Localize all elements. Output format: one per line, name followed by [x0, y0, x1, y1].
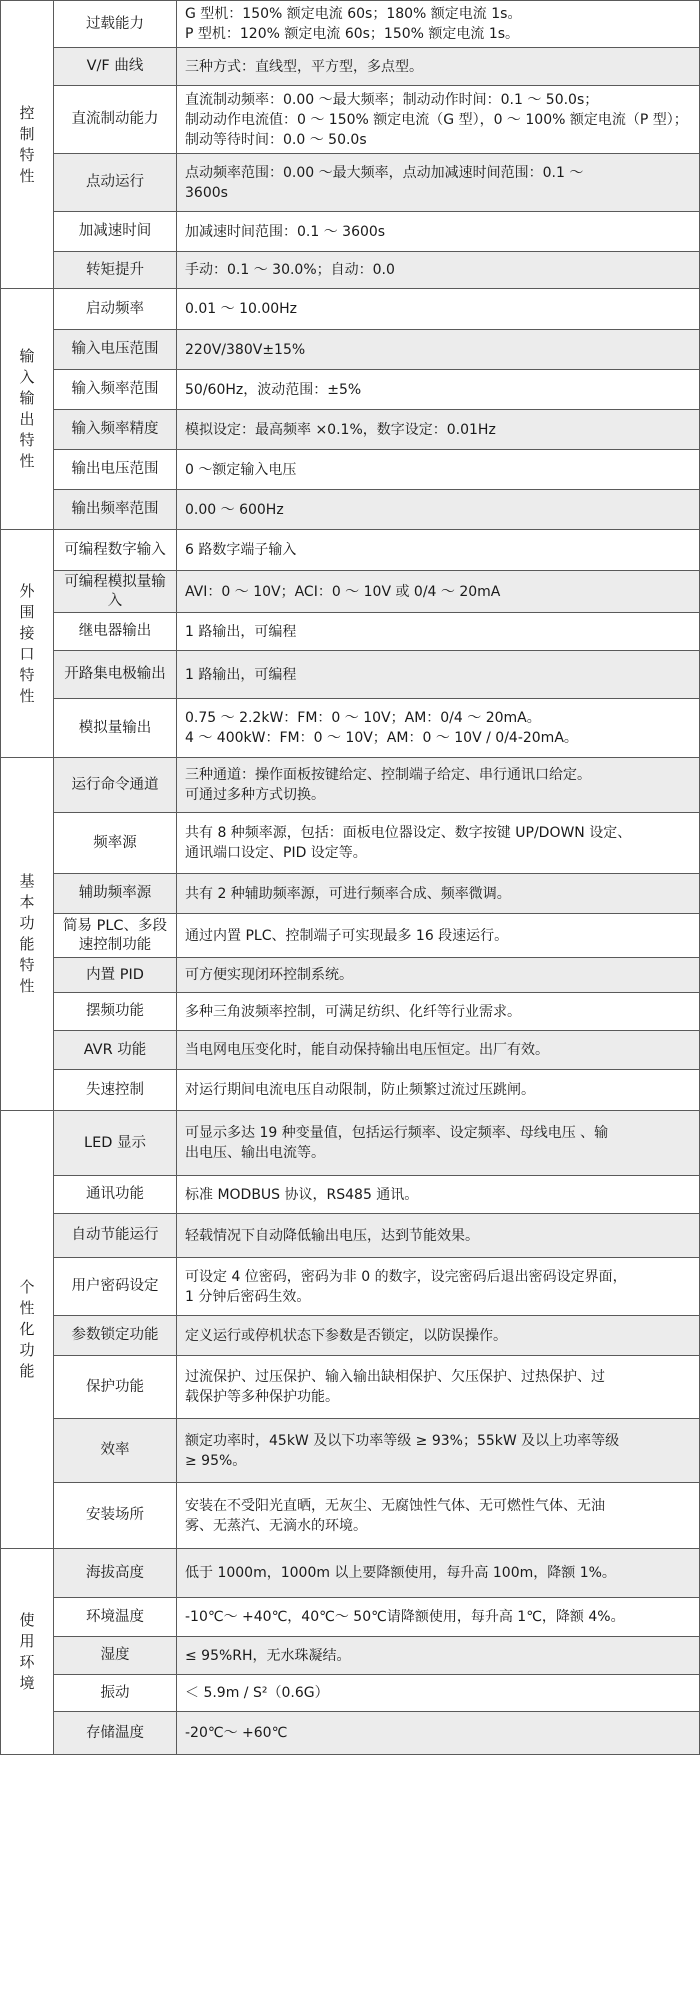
spec-row — [1, 813, 700, 874]
spec-row — [1, 914, 700, 958]
spec-item-name: LED 显示 — [54, 1111, 177, 1176]
spec-row — [1, 651, 700, 699]
spec-row — [1, 330, 700, 370]
spec-row — [1, 1070, 700, 1111]
spec-row — [1, 1258, 700, 1316]
spec-item-name: AVR 功能 — [54, 1031, 177, 1070]
spec-row — [1, 530, 700, 571]
spec-item-description: 三种通道：操作面板按键给定、控制端子给定、串行通讯口给定。 可通过多种方式切换。 — [177, 758, 700, 813]
spec-row — [1, 993, 700, 1031]
spec-item-description: 0.75 ～ 2.2kW：FM：0 ～ 10V；AM：0/4 ～ 20mA。 4 ～ 400kW：FM：0 ～ 10V；AM：0 ～ 10V / 0/4-20mA。 — [177, 699, 700, 758]
spec-item-name: 点动运行 — [54, 154, 177, 212]
section-category-label: 输入输出特性 — [19, 347, 35, 470]
spec-item-name: 开路集电极输出 — [54, 651, 177, 699]
spec-item-name: 简易 PLC、多段速控制功能 — [54, 914, 177, 958]
section-category — [1, 1, 54, 289]
spec-item-description: 50/60Hz，波动范围：±5% — [177, 370, 700, 410]
spec-item-description: 可方便实现闭环控制系统。 — [177, 958, 700, 993]
spec-item-name: 运行命令通道 — [54, 758, 177, 813]
spec-item-name: 用户密码设定 — [54, 1258, 177, 1316]
section-category — [1, 758, 54, 1111]
spec-item-description: 当电网电压变化时，能自动保持输出电压恒定。出厂有效。 — [177, 1031, 700, 1070]
spec-item-description: AVI：0 ～ 10V；ACI：0 ～ 10V 或 0/4 ～ 20mA — [177, 571, 700, 613]
spec-item-name: 保护功能 — [54, 1356, 177, 1419]
spec-item-name: 输入电压范围 — [54, 330, 177, 370]
spec-item-name: 自动节能运行 — [54, 1214, 177, 1258]
spec-row — [1, 1316, 700, 1356]
spec-item-name: 转矩提升 — [54, 252, 177, 289]
spec-row — [1, 48, 700, 86]
spec-row — [1, 86, 700, 154]
section-category — [1, 289, 54, 530]
spec-item-description: ≤ 95%RH，无水珠凝结。 — [177, 1637, 700, 1675]
spec-item-description: 直流制动频率：0.00 ～最大频率；制动动作时间：0.1 ～ 50.0s； 制动动作电流值：0 ～ 150% 额定电流（G 型），0 ～ 100% 额定电流（P 型）； 制动等待时间：0.0 ～ 50.0s — [177, 86, 700, 154]
spec-row — [1, 1598, 700, 1637]
spec-item-name: 加减速时间 — [54, 212, 177, 252]
spec-item-description: 点动频率范围：0.00 ～最大频率，点动加减速时间范围：0.1 ～ 3600s — [177, 154, 700, 212]
spec-table-body — [1, 1, 700, 1755]
spec-row — [1, 699, 700, 758]
spec-item-name: 振动 — [54, 1675, 177, 1712]
spec-row — [1, 1419, 700, 1483]
spec-row — [1, 252, 700, 289]
spec-item-description: -20℃～ +60℃ — [177, 1712, 700, 1755]
spec-item-description: 三种方式：直线型，平方型，多点型。 — [177, 48, 700, 86]
section-category-label: 控制特性 — [19, 103, 35, 185]
spec-item-name: 效率 — [54, 1419, 177, 1483]
spec-item-name: 模拟量输出 — [54, 699, 177, 758]
spec-item-name: 安装场所 — [54, 1483, 177, 1549]
section-category-label: 外围接口特性 — [19, 581, 35, 705]
spec-item-name: 输出电压范围 — [54, 450, 177, 490]
spec-item-name: 输入频率范围 — [54, 370, 177, 410]
spec-row — [1, 212, 700, 252]
spec-item-description: 加减速时间范围：0.1 ～ 3600s — [177, 212, 700, 252]
spec-item-description: 对运行期间电流电压自动限制，防止频繁过流过压跳闸。 — [177, 1070, 700, 1111]
spec-row — [1, 1637, 700, 1675]
spec-item-description: 可设定 4 位密码，密码为非 0 的数字，设完密码后退出密码设定界面， 1 分钟后密码生效。 — [177, 1258, 700, 1316]
spec-item-description: 1 路输出，可编程 — [177, 613, 700, 651]
spec-row — [1, 958, 700, 993]
spec-item-description: 0 ～额定输入电压 — [177, 450, 700, 490]
spec-item-description: 0.00 ～ 600Hz — [177, 490, 700, 530]
spec-row — [1, 1549, 700, 1598]
spec-item-description: 额定功率时，45kW 及以下功率等级 ≥ 93%；55kW 及以上功率等级 ≥ 95%。 — [177, 1419, 700, 1483]
spec-item-description: 共有 8 种频率源，包括：面板电位器设定、数字按键 UP/DOWN 设定、 通讯端口设定、PID 设定等。 — [177, 813, 700, 874]
spec-row — [1, 154, 700, 212]
spec-item-description: 低于 1000m，1000m 以上要降额使用，每升高 100m，降额 1%。 — [177, 1549, 700, 1598]
spec-row — [1, 1675, 700, 1712]
spec-row — [1, 1176, 700, 1214]
spec-item-name: 摆频功能 — [54, 993, 177, 1031]
spec-row — [1, 1031, 700, 1070]
spec-item-name: 湿度 — [54, 1637, 177, 1675]
spec-item-description: 多种三角波频率控制，可满足纺织、化纤等行业需求。 — [177, 993, 700, 1031]
spec-item-description: 过流保护、过压保护、输入输出缺相保护、欠压保护、过热保护、过 载保护等多种保护功能。 — [177, 1356, 700, 1419]
section-category — [1, 1549, 54, 1755]
spec-item-name: 参数锁定功能 — [54, 1316, 177, 1356]
spec-item-name: 继电器输出 — [54, 613, 177, 651]
spec-row — [1, 289, 700, 330]
spec-item-description: 0.01 ～ 10.00Hz — [177, 289, 700, 330]
spec-item-name: 频率源 — [54, 813, 177, 874]
spec-item-description: 轻载情况下自动降低输出电压，达到节能效果。 — [177, 1214, 700, 1258]
spec-item-description: 可显示多达 19 种变量值，包括运行频率、设定频率、母线电压 、输 出电压、输出电流等。 — [177, 1111, 700, 1176]
spec-row — [1, 410, 700, 450]
spec-row — [1, 450, 700, 490]
spec-row — [1, 370, 700, 410]
spec-row — [1, 874, 700, 914]
spec-row — [1, 1, 700, 48]
spec-item-description: 标准 MODBUS 协议，RS485 通讯。 — [177, 1176, 700, 1214]
spec-item-name: 辅助频率源 — [54, 874, 177, 914]
spec-item-description: 模拟设定：最高频率 ×0.1%，数字设定：0.01Hz — [177, 410, 700, 450]
spec-item-name: V/F 曲线 — [54, 48, 177, 86]
spec-item-name: 启动频率 — [54, 289, 177, 330]
spec-row — [1, 1483, 700, 1549]
spec-item-description: 220V/380V±15% — [177, 330, 700, 370]
spec-item-description: 定义运行或停机状态下参数是否锁定，以防误操作。 — [177, 1316, 700, 1356]
spec-row — [1, 571, 700, 613]
spec-row — [1, 1111, 700, 1176]
spec-item-name: 通讯功能 — [54, 1176, 177, 1214]
section-category-label: 使用环境 — [19, 1610, 35, 1692]
spec-item-description: 通过内置 PLC、控制端子可实现最多 16 段速运行。 — [177, 914, 700, 958]
spec-item-description: ＜ 5.9m / S²（0.6G） — [177, 1675, 700, 1712]
section-category — [1, 1111, 54, 1549]
spec-item-name: 输出频率范围 — [54, 490, 177, 530]
spec-item-name: 输入频率精度 — [54, 410, 177, 450]
spec-item-description: 1 路输出，可编程 — [177, 651, 700, 699]
spec-item-description: 安装在不受阳光直晒，无灰尘、无腐蚀性气体、无可燃性气体、无油 雾、无蒸汽、无滴水的环境。 — [177, 1483, 700, 1549]
spec-item-description: 共有 2 种辅助频率源，可进行频率合成、频率微调。 — [177, 874, 700, 914]
spec-row — [1, 1712, 700, 1755]
spec-item-name: 失速控制 — [54, 1070, 177, 1111]
spec-item-description: 手动：0.1 ～ 30.0%；自动：0.0 — [177, 252, 700, 289]
section-category-label: 个性化功能 — [19, 1278, 35, 1380]
spec-item-name: 过载能力 — [54, 1, 177, 48]
spec-item-name: 可编程模拟量输入 — [54, 571, 177, 613]
spec-item-name: 环境温度 — [54, 1598, 177, 1637]
spec-row — [1, 490, 700, 530]
spec-item-name: 直流制动能力 — [54, 86, 177, 154]
spec-row — [1, 758, 700, 813]
spec-item-description: -10℃～ +40℃，40℃～ 50℃请降额使用，每升高 1℃，降额 4%。 — [177, 1598, 700, 1637]
spec-item-description: 6 路数字端子输入 — [177, 530, 700, 571]
spec-item-description: G 型机：150% 额定电流 60s；180% 额定电流 1s。 P 型机：120% 额定电流 60s；150% 额定电流 1s。 — [177, 1, 700, 48]
spec-row — [1, 1214, 700, 1258]
spec-item-name: 存储温度 — [54, 1712, 177, 1755]
section-category — [1, 530, 54, 758]
spec-row — [1, 613, 700, 651]
spec-item-name: 内置 PID — [54, 958, 177, 993]
spec-item-name: 海拔高度 — [54, 1549, 177, 1598]
spec-row — [1, 1356, 700, 1419]
spec-item-name: 可编程数字输入 — [54, 530, 177, 571]
section-category-label: 基本功能特性 — [19, 872, 35, 995]
